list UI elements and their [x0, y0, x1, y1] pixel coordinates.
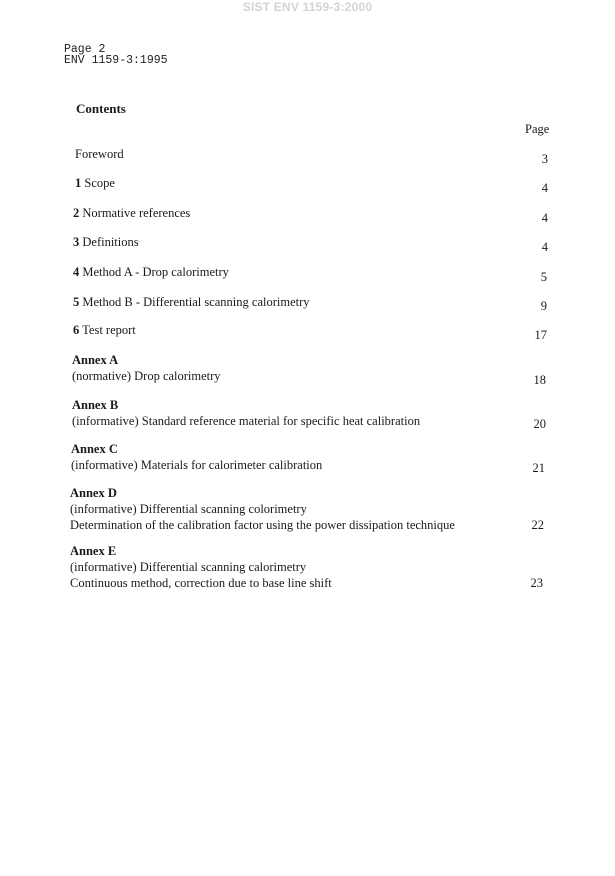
annex-description: (informative) Differential scanning colorimetry [70, 502, 307, 516]
toc-entry-number: 5 [73, 295, 80, 309]
toc-entry-page: 17 [534, 328, 547, 342]
toc-entry-number: 1 [75, 176, 82, 190]
toc-entry-foreword[interactable] [75, 147, 548, 166]
toc-entry-section-2[interactable] [73, 206, 548, 225]
toc-entry-title: Test report [82, 323, 136, 337]
toc-annex-a[interactable] [72, 352, 546, 387]
standard-id: ENV 1159-3:1995 [64, 54, 168, 67]
annex-title: Annex C [71, 442, 118, 456]
toc-entry-section-1[interactable] [75, 176, 548, 195]
annex-description: Continuous method, correction due to base line shift [70, 576, 332, 590]
toc-entry-page: 23 [530, 576, 543, 590]
toc-entry-page: 4 [541, 211, 548, 225]
toc-entry-page: 22 [531, 518, 544, 532]
page-column-label: Page [525, 122, 550, 136]
annex-title: Annex B [72, 398, 119, 412]
toc-entry-page: 5 [540, 270, 547, 284]
toc-entry-section-4[interactable] [73, 265, 547, 284]
toc-entry-page: 4 [541, 181, 548, 195]
toc-entry-number: 4 [73, 265, 80, 279]
annex-title: Annex A [72, 353, 119, 367]
toc-entry-title: Scope [84, 176, 115, 190]
annex-description: (normative) Drop calorimetry [72, 369, 221, 383]
page-number: Page 2 [64, 43, 106, 56]
toc-entry-section-3[interactable] [73, 235, 548, 254]
toc-entry-title: Normative references [82, 206, 191, 220]
toc-annex-d[interactable] [70, 485, 544, 533]
annex-title: Annex E [70, 544, 117, 558]
toc-entry-page: 18 [533, 373, 546, 387]
toc-entry-section-5[interactable] [73, 295, 547, 313]
toc-annex-b[interactable] [72, 397, 546, 429]
toc-entry-page: 20 [533, 417, 546, 431]
toc-annex-c[interactable] [71, 441, 545, 473]
annex-description: Determination of the calibration factor using the power dissipation technique [70, 518, 455, 532]
annex-description: (informative) Differential scanning calorimetry [70, 560, 307, 574]
annex-description: (informative) Standard reference material for specific heat calibration [72, 414, 421, 428]
annex-description: (informative) Materials for calorimeter calibration [71, 458, 323, 472]
toc-entry-title: Method A - Drop calorimetry [82, 265, 229, 279]
toc-entry-page: 9 [540, 299, 547, 313]
toc-entry-page: 4 [541, 240, 548, 254]
toc-entry-number: 3 [73, 235, 80, 249]
toc-entry-number: 6 [73, 323, 80, 337]
toc-entry-page: 3 [541, 152, 548, 166]
toc-entry-section-6[interactable] [73, 323, 547, 342]
watermark: SIST ENV 1159-3:2000 [242, 0, 373, 14]
toc-entry-title: Foreword [75, 147, 124, 161]
annex-title: Annex D [70, 486, 117, 500]
toc-entry-page: 21 [532, 461, 545, 475]
toc-entry-title: Definitions [82, 235, 139, 249]
toc-annex-e[interactable] [70, 543, 543, 591]
contents-title: Contents [76, 101, 126, 116]
toc-entry-number: 2 [73, 206, 80, 220]
toc-entry-title: Method B - Differential scanning calorimetry [82, 295, 310, 309]
